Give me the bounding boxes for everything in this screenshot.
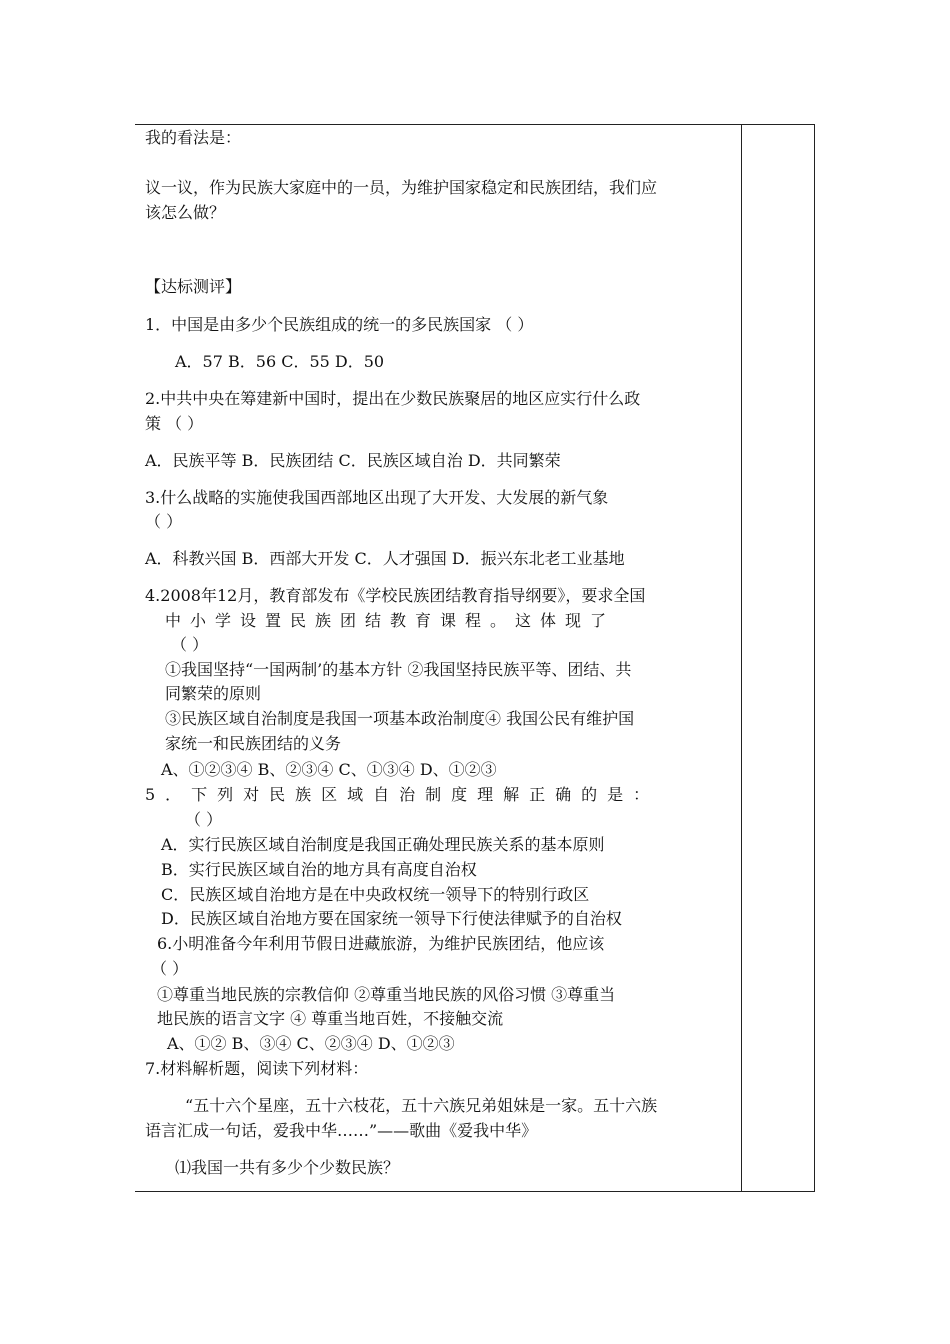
question-1: 1．中国是由多少个民族组成的统一的多民族国家 （ ） [145,315,534,334]
question-5-line-2: （ ） [185,810,223,829]
question-6-line-2: （ ） [151,959,189,978]
question-5-option-d: D．民族区域自治地方要在国家统一领导下行使法律赋予的自治权 [161,909,622,928]
question-3-options: A．科教兴国 B．西部大开发 C．人才强国 D．振兴东北老工业基地 [145,549,625,568]
question-3-line-1: 3.什么战略的实施使我国西部地区出现了大开发、大发展的新气象 [145,488,609,507]
opinion-line: 我的看法是： [145,128,242,147]
question-7-quote-1: “五十六个星座，五十六枝花，五十六族兄弟姐妹是一家。五十六族 [185,1096,658,1115]
question-1-options: A．57 B．56 C．55 D．50 [175,352,385,371]
section-title: 【达标测评】 [145,277,242,296]
question-4-line-6: ③民族区域自治制度是我国一项基本政治制度④ 我国公民有维护国 [165,709,635,728]
question-2-line-1: 2.中共中央在筹建新中国时，提出在少数民族聚居的地区应实行什么政 [145,389,641,408]
question-4-line-4: ①我国坚持“一国两制’的基本方针 ②我国坚持民族平等、团结、共 [165,660,632,679]
question-4-line-5: 同繁荣的原则 [165,684,262,703]
discuss-line-1: 议一议，作为民族大家庭中的一员，为维护国家稳定和民族团结，我们应 [145,178,658,197]
question-7-quote-2: 语言汇成一句话，爱我中华……”——歌曲《爱我中华》 [145,1121,538,1140]
question-3-line-2: （ ） [145,512,183,531]
question-6-line-1: 6.小明准备今年利用节假日进藏旅游，为维护民族团结，他应该 [157,934,605,953]
question-5-option-a: A．实行民族区域自治制度是我国正确处理民族关系的基本原则 [161,835,605,854]
question-6-options: A、①② B、③④ C、②③④ D、①②③ [167,1034,455,1053]
question-4-line-3: （ ） [171,635,209,654]
column-divider [741,125,742,1191]
question-4-line-2 [165,610,733,632]
question-5-option-b: B．实行民族区域自治的地方具有高度自治权 [161,860,477,879]
question-4-line-1: 4.2008年12月，教育部发布《学校民族团结教育指导纲要》，要求全国 [145,586,646,605]
worksheet-table [135,124,815,1192]
question-6-line-3: ①尊重当地民族的宗教信仰 ②尊重当地民族的风俗习惯 ③尊重当 [157,985,616,1004]
question-5-line-1: 5．下列对民族区域自治制度理解正确的是： [145,785,660,804]
discuss-line-2: 该怎么做？ [145,203,226,222]
question-4-options: A、①②③④ B、②③④ C、①③④ D、①②③ [161,760,497,779]
question-5-option-c: C．民族区域自治地方是在中央政权统一领导下的特别行政区 [161,885,590,904]
question-7-line-1: 7.材料解析题，阅读下列材料： [145,1059,369,1078]
question-7-sub-1: ⑴我国一共有多少个少数民族？ [175,1158,400,1177]
question-2-options: A．民族平等 B．民族团结 C．民族区域自治 D．共同繁荣 [145,451,561,470]
question-4-line-7: 家统一和民族团结的义务 [165,734,342,753]
question-4-line-2-text: 中小学设置民族团结教育课程。这体现了 [165,611,616,630]
question-2-line-2: 策 （ ） [145,414,204,433]
question-6-line-4: 地民族的语言文字 ④ 尊重当地百姓，不接触交流 [157,1009,504,1028]
